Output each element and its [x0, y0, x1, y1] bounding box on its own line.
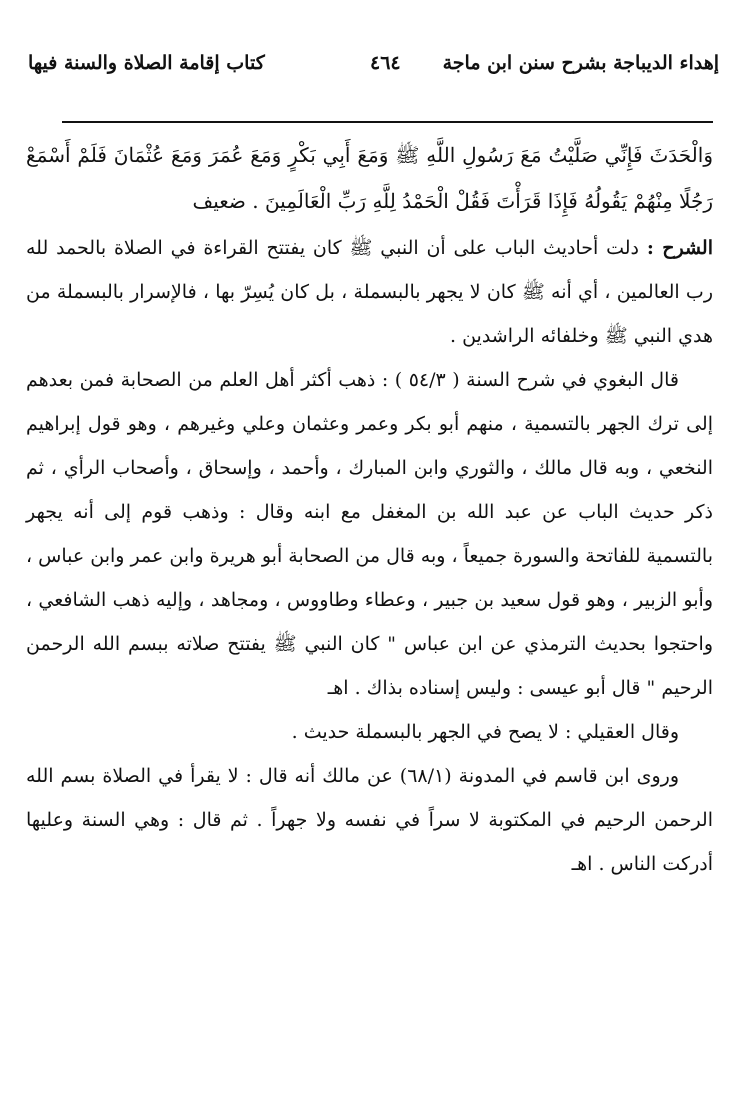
- explanation-text: دلت أحاديث الباب على أن النبي ﷺ كان يفتتح القراءة في الصلاة بالحمد لله رب العالمين ، أي أنه ﷺ كان لا يجهر بالبسملة ، بل كان يُسِرّ بها ، فالإسرار بالبسملة من هدي النبي ﷺ وخلفائه الراشدين .: [26, 237, 713, 347]
- explanation-label: الشرح :: [646, 237, 713, 259]
- page-header: [28, 52, 719, 92]
- page-body: [26, 132, 713, 886]
- page-number: ٤٦٤: [370, 52, 401, 74]
- hadith-text: وَالْحَدَثَ فَإِنِّي صَلَّيْتُ مَعَ رَسُولِ اللَّهِ ﷺ وَمَعَ أَبِي بَكْرٍ وَمَعَ عُمَرَ وَمَعَ عُثْمَانَ فَلَمْ أَسْمَعْ رَجُلًا مِنْهُمْ يَقُولُهُ فَإِذَا قَرَأْتَ فَقُلْ الْحَمْدُ لِلَّهِ رَبِّ الْعَالَمِينَ . ضعيف: [26, 143, 713, 213]
- baghawi-paragraph: قال البغوي في شرح السنة ( ٥٤/٣ ) : ذهب أكثر أهل العلم من الصحابة فمن بعدهم إلى ترك الجهر بالتسمية ، منهم أبو بكر وعمر وعثمان وعلي وغيرهم ، وهو قول إبراهيم النخعي ، وبه قال مالك ، والثوري وابن المبارك ، وأحمد ، وإسحاق ، وأصحاب الرأي ، ثم ذكر حديث الباب عن عبد الله بن المغفل مع ابنه وقال : وذهب قوم إلى أنه يجهر بالتسمية للفاتحة والسورة جميعاً ، وبه قال من الصحابة أبو هريرة وابن عمر وابن عباس ، وأبو الزبير ، وهو قول سعيد بن جبير ، وعطاء وطاووس ، ومجاهد ، وإليه ذهب الشافعي ، واحتجوا بحديث الترمذي عن ابن عباس " كان النبي ﷺ يفتتح صلاته ببسم الله الرحمن الرحيم " قال أبو عيسى : وليس إسناده بذاك . اهـ: [25, 369, 713, 699]
- chapter-title: كتاب إقامة الصلاة والسنة فيها: [28, 52, 265, 74]
- book-title: إهداء الديباجة بشرح سنن ابن ماجة: [442, 52, 719, 74]
- explanation-paragraph: [26, 226, 713, 358]
- uqayli-paragraph: وقال العقيلي : لا يصح في الجهر بالبسملة حديث .: [291, 721, 679, 743]
- ibn-qasim-paragraph: وروى ابن قاسم في المدونة (٦٨/١) عن مالك أنه قال : لا يقرأ في الصلاة بسم الله الرحمن الرحيم في المكتوبة لا سراً في نفسه ولا جهراً . ثم قال : وهي السنة وعليها أدركت الناس . اهـ: [26, 765, 713, 875]
- header-divider: [62, 121, 713, 123]
